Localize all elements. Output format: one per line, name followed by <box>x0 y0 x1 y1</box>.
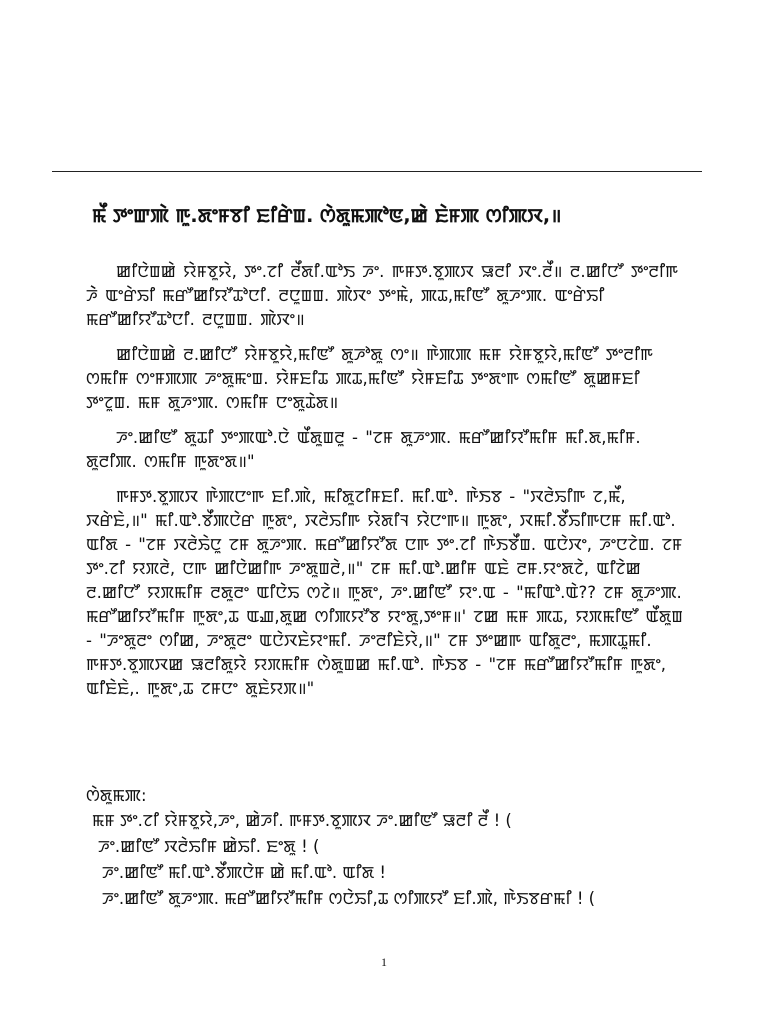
question-3: ꯍꯦ.ꯀꯤꯟꯧ ꯃꯤ.ꯑꯣ.ꯕꯩꯄꯅꯥꯝ ꯀꯥ ꯃꯤ.ꯑꯣ. ꯑꯤꯗ ! <box>102 863 387 882</box>
top-rule <box>52 171 702 172</box>
paragraph-4: ꯒꯝꯇ.ꯕꯨꯄꯋ ꯒꯥꯄꯅꯦꯒ ꯐꯤ.ꯄꯥ, ꯃꯤꯗꯨꯖꯤꯝꯐꯤ. ꯃꯤ.ꯑꯣ. ꯒꯥꯏꯕ - "ꯋꯂꯥꯢꯤꯒ ꯖ,ꯃꯩ, ꯋꯔꯥꯐꯥ,॥" ꯃꯤ.ꯑꯣ.ꯕꯩꯄꯅꯥꯔ ꯒꯨꯗꯦ, ꯋꯂꯥꯢꯤꯒ ꯌꯥꯗꯤꯜ ꯌꯥꯅꯦꯒ॥ ꯒꯨꯗꯦ, ꯋꯃꯤ.ꯕꯩꯢꯤꯒꯅꯝ ꯃꯤ.ꯑꯣ. ꯑꯤꯗ - "ꯖꯝ ꯋꯂꯥꯢꯥꯅꯨ ꯖꯝ ꯗꯨꯍꯦꯄ. ꯃꯔꯧꯀꯤꯌꯧꯗ ꯅꯒ ꯇꯦ.ꯖꯤ ꯒꯥꯏꯕꯩꯡ. ꯑꯅꯥꯋꯦ, ꯍꯦꯅꯖꯥꯡ. ꯖꯝ ꯇꯦ.ꯖꯤ ꯌꯞꯂꯥ, ꯅꯒ ꯀꯤꯅꯥꯀꯤꯒ ꯍꯦꯗꯨꯡꯂꯥ,॥" ꯖꯝ ꯃꯤ.ꯑꯣ.ꯀꯤꯝ ꯑꯐꯥ ꯂꯝ.ꯌꯦꯗꯖꯥ, ꯑꯤꯖꯥꯀ ꯂ.ꯀꯤꯅꯧ ꯌꯞꯃꯤꯝ ꯂꯗꯨꯂꯦ ꯑꯤꯅꯥꯢ ꯁꯖꯥ॥ ꯒꯨꯗꯦ, ꯍꯦ.ꯀꯤꯟꯧ ꯌꯦ.ꯑ - "ꯃꯤꯑꯣ.ꯑꯥ?? ꯖꯝ ꯗꯨꯍꯦꯄ. ꯃꯔꯧꯀꯤꯌꯧꯃꯤꯝ ꯒꯨꯗꯦ,ꯊ ꯑꯉ,ꯗꯨꯀ ꯁꯤꯄꯌꯧꯕ ꯌꯦꯗꯨ,ꯇꯦꯝ॥' ꯖꯀ ꯃꯝ ꯄꯊ, ꯌꯞꯃꯤꯟꯧ ꯑꯩꯗꯨꯡ - "ꯍꯦꯗꯨꯂꯦ ꯁꯤꯀ, ꯍꯦꯗꯨꯂꯦ ꯑꯅꯥꯋꯐꯥꯌꯦꯃꯤ. ꯍꯦꯂꯤꯐꯥꯌꯥ,॥" ꯖꯝ ꯇꯦꯀꯒ ꯑꯤꯗꯨꯂꯦ, ꯃꯄꯊꯨꯃꯤ. ꯒꯝꯇ.ꯕꯨꯄꯋꯀ ꯎꯂꯤꯗꯨꯌꯥ ꯌꯞꯃꯤꯝ ꯁꯥꯗꯨꯡꯀ ꯃꯤ.ꯑꯣ. ꯒꯥꯏꯕ - "ꯖꯝ ꯃꯔꯧꯀꯤꯌꯧꯃꯤꯝ ꯒꯨꯗꯦ, ꯑꯤꯐꯥꯐꯥ,. ꯒꯨꯗꯦ,ꯊ ꯖꯝꯅꯦ ꯗꯨꯐꯥꯌꯞ॥" <box>86 487 683 698</box>
page-number: 1 <box>381 955 387 969</box>
paragraph-1: ꯀꯤꯅꯥꯡꯀꯥ ꯌꯥꯝꯕꯨꯌꯥ, ꯇꯦ.ꯖꯤ ꯂꯩꯗꯤ.ꯑꯣꯏ ꯍꯦ. ꯒꯝꯇ.ꯕꯨꯄꯋ ꯎꯂꯤ ꯋꯦ.ꯂꯩ॥ ꯂ.ꯀꯤꯅꯧ ꯇꯦꯂꯤꯒ ꯍꯥꯥ ꯑꯦꯔꯥꯢꯤ ꯃꯔꯧꯀꯤꯌꯧꯊꯣꯅꯤ. ꯂꯅꯨꯡꯡ. ꯄꯥꯋꯦ ꯇꯦꯃꯥ, ꯄꯊ,ꯃꯤꯟꯧ ꯗꯨꯍꯦꯄ. ꯑꯦꯔꯥꯢꯤ ꯃꯔꯧꯀꯤꯌꯧꯊꯣꯅꯤ. ꯂꯅꯨꯡꯡ. ꯄꯥꯋꯦ॥ <box>86 262 679 329</box>
questions-section <box>86 784 706 912</box>
paragraph-3: ꯍꯦ.ꯀꯤꯟꯧ ꯗꯨꯊꯤ ꯇꯦꯄꯑꯣ.ꯅꯥ ꯑꯩꯗꯨꯡꯂꯨ - "ꯖꯝ ꯗꯨꯍꯦꯄ. ꯃꯔꯧꯀꯤꯌꯧꯃꯤꯝ ꯃꯤ.ꯗ,ꯃꯤꯝ. ꯗꯨꯂꯤꯄ. ꯁꯃꯤꯝ ꯒꯨꯗꯦꯗ॥" <box>86 428 641 471</box>
question-2: ꯍꯦ.ꯀꯤꯟꯧ ꯋꯂꯥꯢꯤꯝ ꯀꯥꯢꯤ. ꯐꯦꯗꯨ ! ( <box>98 837 320 856</box>
paragraph-2: ꯀꯤꯅꯥꯡꯀꯥ ꯂ.ꯀꯤꯅꯧ ꯌꯥꯝꯕꯨꯌꯥ,ꯃꯤꯟꯧ ꯗꯨꯍꯣꯗꯨ ꯁꯦ॥ ꯒꯥꯄꯄ ꯃꯝ ꯌꯥꯝꯕꯨꯌꯥ,ꯃꯤꯟꯧ ꯇꯦꯂꯤꯒ ꯁꯃꯤꯝ ꯁꯦꯝꯄꯄ ꯍꯦꯗꯨꯃꯦꯡ. ꯌꯥꯝꯐꯤꯊ ꯄꯊ,ꯃꯤꯟꯧ ꯌꯥꯝꯐꯤꯊ ꯇꯦꯗꯦꯒ ꯁꯃꯤꯟꯧ ꯗꯨꯀꯝꯐꯤ ꯇꯦꯖꯨꯡ. ꯃꯝ ꯗꯨꯍꯦꯄ. ꯁꯃꯤꯝ ꯅꯦꯗꯨꯊꯥꯗ॥ <box>86 345 654 412</box>
question-4: ꯍꯦ.ꯀꯤꯟꯧ ꯗꯨꯍꯦꯄ. ꯃꯔꯧꯀꯤꯌꯧꯃꯤꯝ ꯁꯅꯥꯢꯤ,ꯊ ꯁꯤꯄꯌꯧ ꯐꯤ.ꯄꯥ, ꯒꯥꯏꯕꯔꯃꯤ ! ( <box>102 889 596 908</box>
story-body <box>86 260 686 712</box>
question-1: ꯃꯝ ꯇꯦ.ꯖꯤ ꯌꯥꯝꯕꯨꯌꯥ,ꯍꯦ, ꯀꯥꯍꯤ. ꯒꯝꯇ.ꯕꯨꯄꯋ ꯍꯦ.ꯀꯤꯟꯧ ꯎꯂꯤ ꯂꯩ ! ( <box>92 811 512 830</box>
story-title: ꯃꯩ ꯇꯦꯛꯄꯥ ꯒꯨ.ꯗꯦꯝꯕꯤ ꯐꯤꯔꯥꯡ. ꯁꯥꯗꯨꯃꯄꯣꯟ,ꯀꯥ ꯐꯥꯝꯄ ꯁꯤꯄꯋ,॥ <box>92 205 562 227</box>
questions-heading: ꯁꯥꯗꯨꯃꯄ: <box>86 786 147 805</box>
